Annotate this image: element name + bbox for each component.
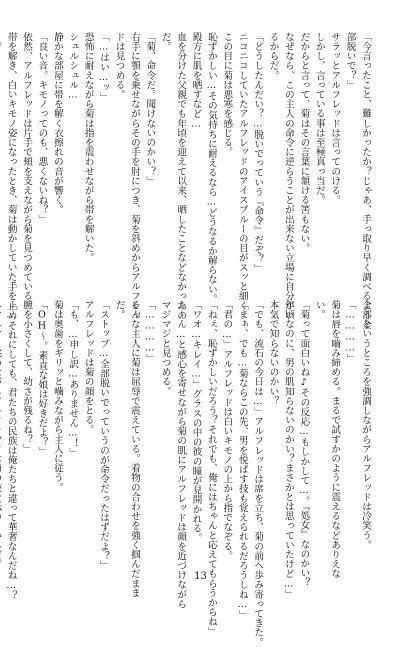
text-line: この目に菊は悪寒を感じる。 (221, 32, 233, 157)
text-line: マジマジと見つめる。 (159, 300, 171, 396)
text-line: 恐怖に耐えながら菊は指を震わせながら帯を解いた。 (82, 32, 94, 263)
page-number: 13 (194, 571, 207, 582)
text-line: 年頃なのに、男の肌知らないのかい？まさかとは思っていたけど…」 (282, 300, 294, 599)
text-line: 腕を小さくして、幼さが残るね？」 (21, 300, 33, 454)
text-line: しかし、言っている事は至極真っ当だ。 (313, 32, 325, 205)
text-line: るからだ。 (267, 32, 279, 80)
text-line: 全部というところを強調しながらアルフレッドは冷笑う。 (360, 300, 371, 550)
text-line: 「ワオ…キレイ…」グラスの中の彼の瞳が見開かれる。 (190, 300, 202, 543)
text-line: 「良い音。キモノってのも、悪くないね？」 (36, 32, 48, 224)
text-line: なぜなら、この主人の命令に逆らうことが出来ない立場に自分がい (282, 32, 294, 320)
text-line: 「どうしたんだい？…脱いでっていう『命令』だぞ？」 (252, 32, 264, 274)
text-line: 依然、アルフレッドは片手で頬を支えながら菊を見つめている。 (21, 32, 33, 311)
text-line: アルフレッドは菊の顔をとる。 (82, 300, 94, 435)
text-line: 「…………」 (144, 300, 156, 364)
text-block-upper (5, 32, 373, 330)
text-line: 「ねぇ、恥ずかしいだろう？それでも、俺にはちゃんと応えてもらうからね」 (205, 300, 217, 636)
text-line: 恥ずかしい…その気持ちに耐えるなら…どうなるか解らない。 (205, 32, 217, 304)
text-line: ドは見つめる。 (113, 32, 125, 100)
text-line: 本気で知らないのかい？ (267, 300, 279, 406)
text-line: 「も、…申し訳…ありません…！」 (67, 300, 79, 458)
text-line: 「菊、命令だ。聞けないのかい？」 (144, 32, 156, 186)
text-line: 「まぁ、でも…菊ならこの先、男を悦ばす技も覚えられるだろうしね…」 (236, 300, 248, 620)
text-line: シュルシュル… (67, 32, 79, 101)
text-line: 「OH〜。素直な娘は好きだよ？」 (36, 300, 48, 457)
text-line: 菊は奥歯をギリッと噛みながら主人に従う。 (51, 300, 63, 492)
text-line: ニコニコしていたアルフレッドのアイスブルーの目がスッと細く (236, 32, 248, 311)
text-line: だ。 (113, 300, 125, 320)
text-line: 部脱いで？」 (344, 32, 356, 90)
text-line: 「…はい…ッ」 (98, 32, 110, 102)
text-line: 「今言ったこと、難しかったか？じゃあ、手っ取り早く調べるよう全 (360, 32, 371, 330)
text-line: 「…それにしても、君たちの民族は俺たちと違って華奢なんだね…？ (5, 300, 17, 601)
text-line: 「菊って面白いね♪その反応…もしかして…。『処女』なのかい？ (298, 300, 310, 588)
text-line (0, 300, 3, 553)
text-line: 「…………」 (344, 300, 356, 364)
text-line: 血を分けた父親でも年頃を迎えて以来、晒したことなどなかったの (175, 32, 187, 320)
text-line: サラッとアルフレッドは言ってのける。 (329, 32, 341, 205)
text-line: 静かな部屋に帯を解く衣擦れの音が響く。 (51, 32, 63, 215)
text-line: 「でも、流石の今日は…」アルフレッドは席を立ち、菊の前へ歩み寄ってきた。 (252, 300, 264, 647)
text-line: 殿方に肌を晒すなど… (190, 32, 202, 130)
text-line: 「ストップ…全部脱いでっていうのが命令だったはずだよ？」 (98, 300, 110, 571)
text-line: 帯を解き、白いキモノ姿になったとき、菊は動かしていた手を止め (5, 32, 17, 320)
text-line: ふ〜ん…と感心を寄せながら菊の肌にアルフレッドは顔を近づけながら (175, 300, 187, 609)
text-line: 菊は唇を嚙み締める。まるで試すかのように震えるなどありえな (329, 300, 341, 579)
text-line: い。 (313, 300, 325, 320)
text-line: だ。 (159, 32, 171, 52)
text-line: 「君の…」アルフレッドは白いキモノの上から指でなぞる。 (221, 300, 233, 561)
text-line: そんな主人に菊は屈辱で震えている。着物の合わせを強く掴んだまま (128, 300, 140, 598)
text-line: だからと言って、菊はその言葉に頷ける筈もない。 (298, 32, 310, 253)
text-line: 右手に顎を乗せながらその手を肘につき、菊を斜めからアルフレッ (128, 32, 140, 320)
